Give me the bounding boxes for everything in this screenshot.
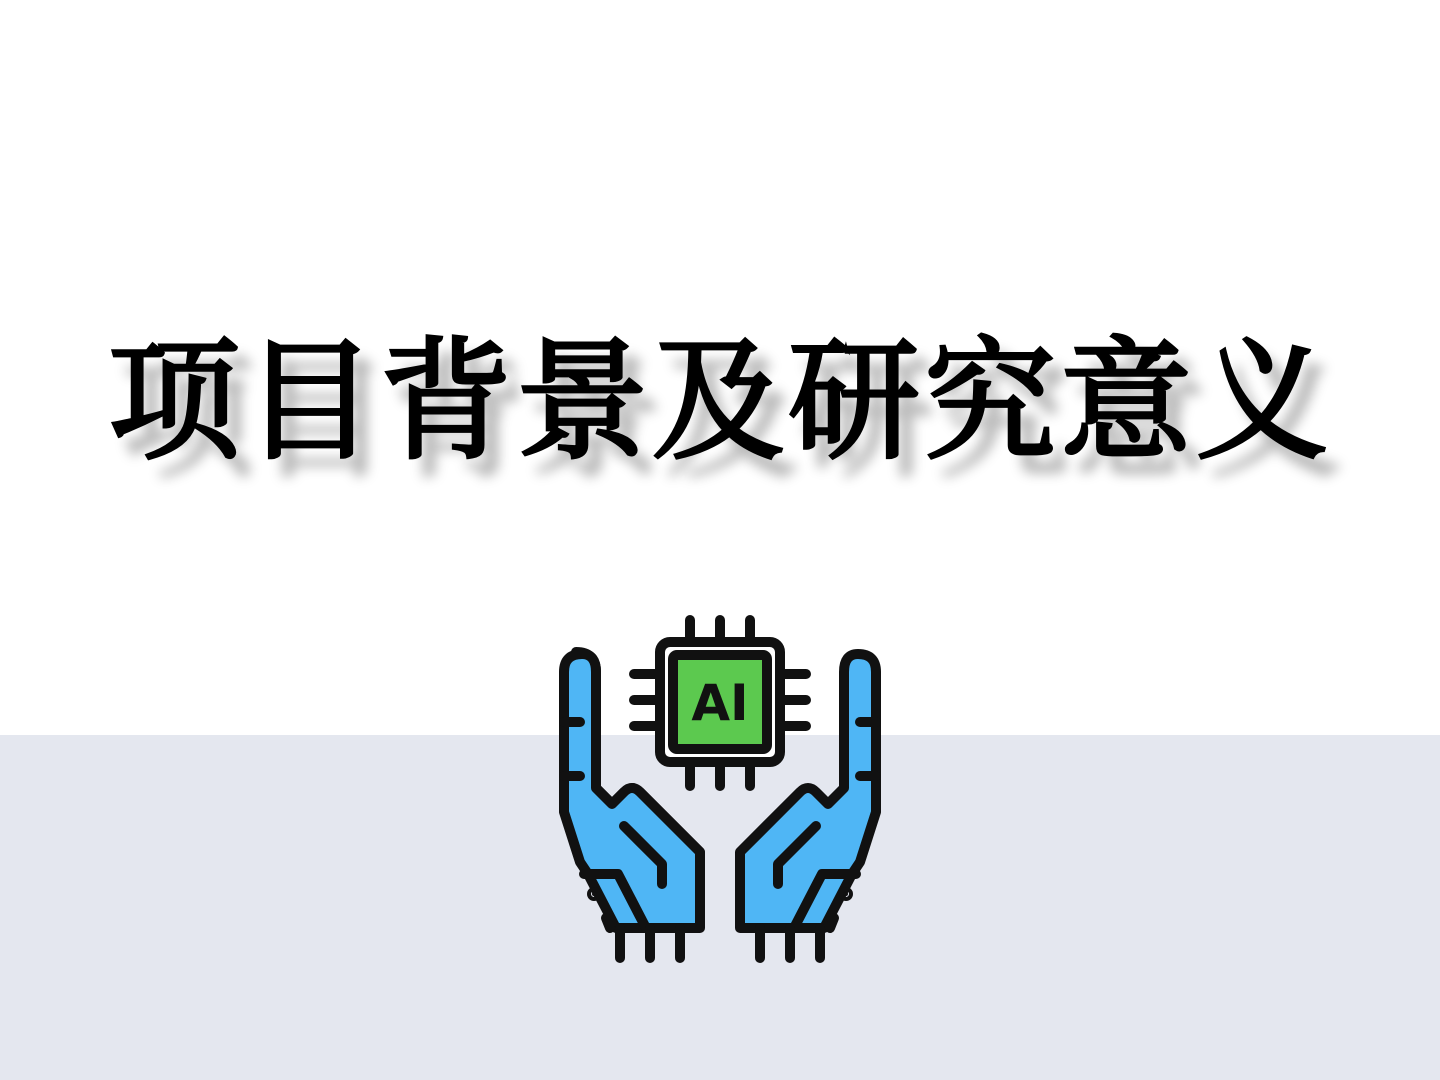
left-dot — [592, 892, 596, 896]
right-dot-line — [830, 918, 834, 928]
ai-chip-hands-icon — [540, 612, 900, 972]
right-dot — [844, 892, 848, 896]
chip-label: AI — [691, 674, 749, 732]
slide-title: 项目背景及研究意义 — [108, 325, 1332, 479]
left-dot-line — [606, 918, 610, 928]
